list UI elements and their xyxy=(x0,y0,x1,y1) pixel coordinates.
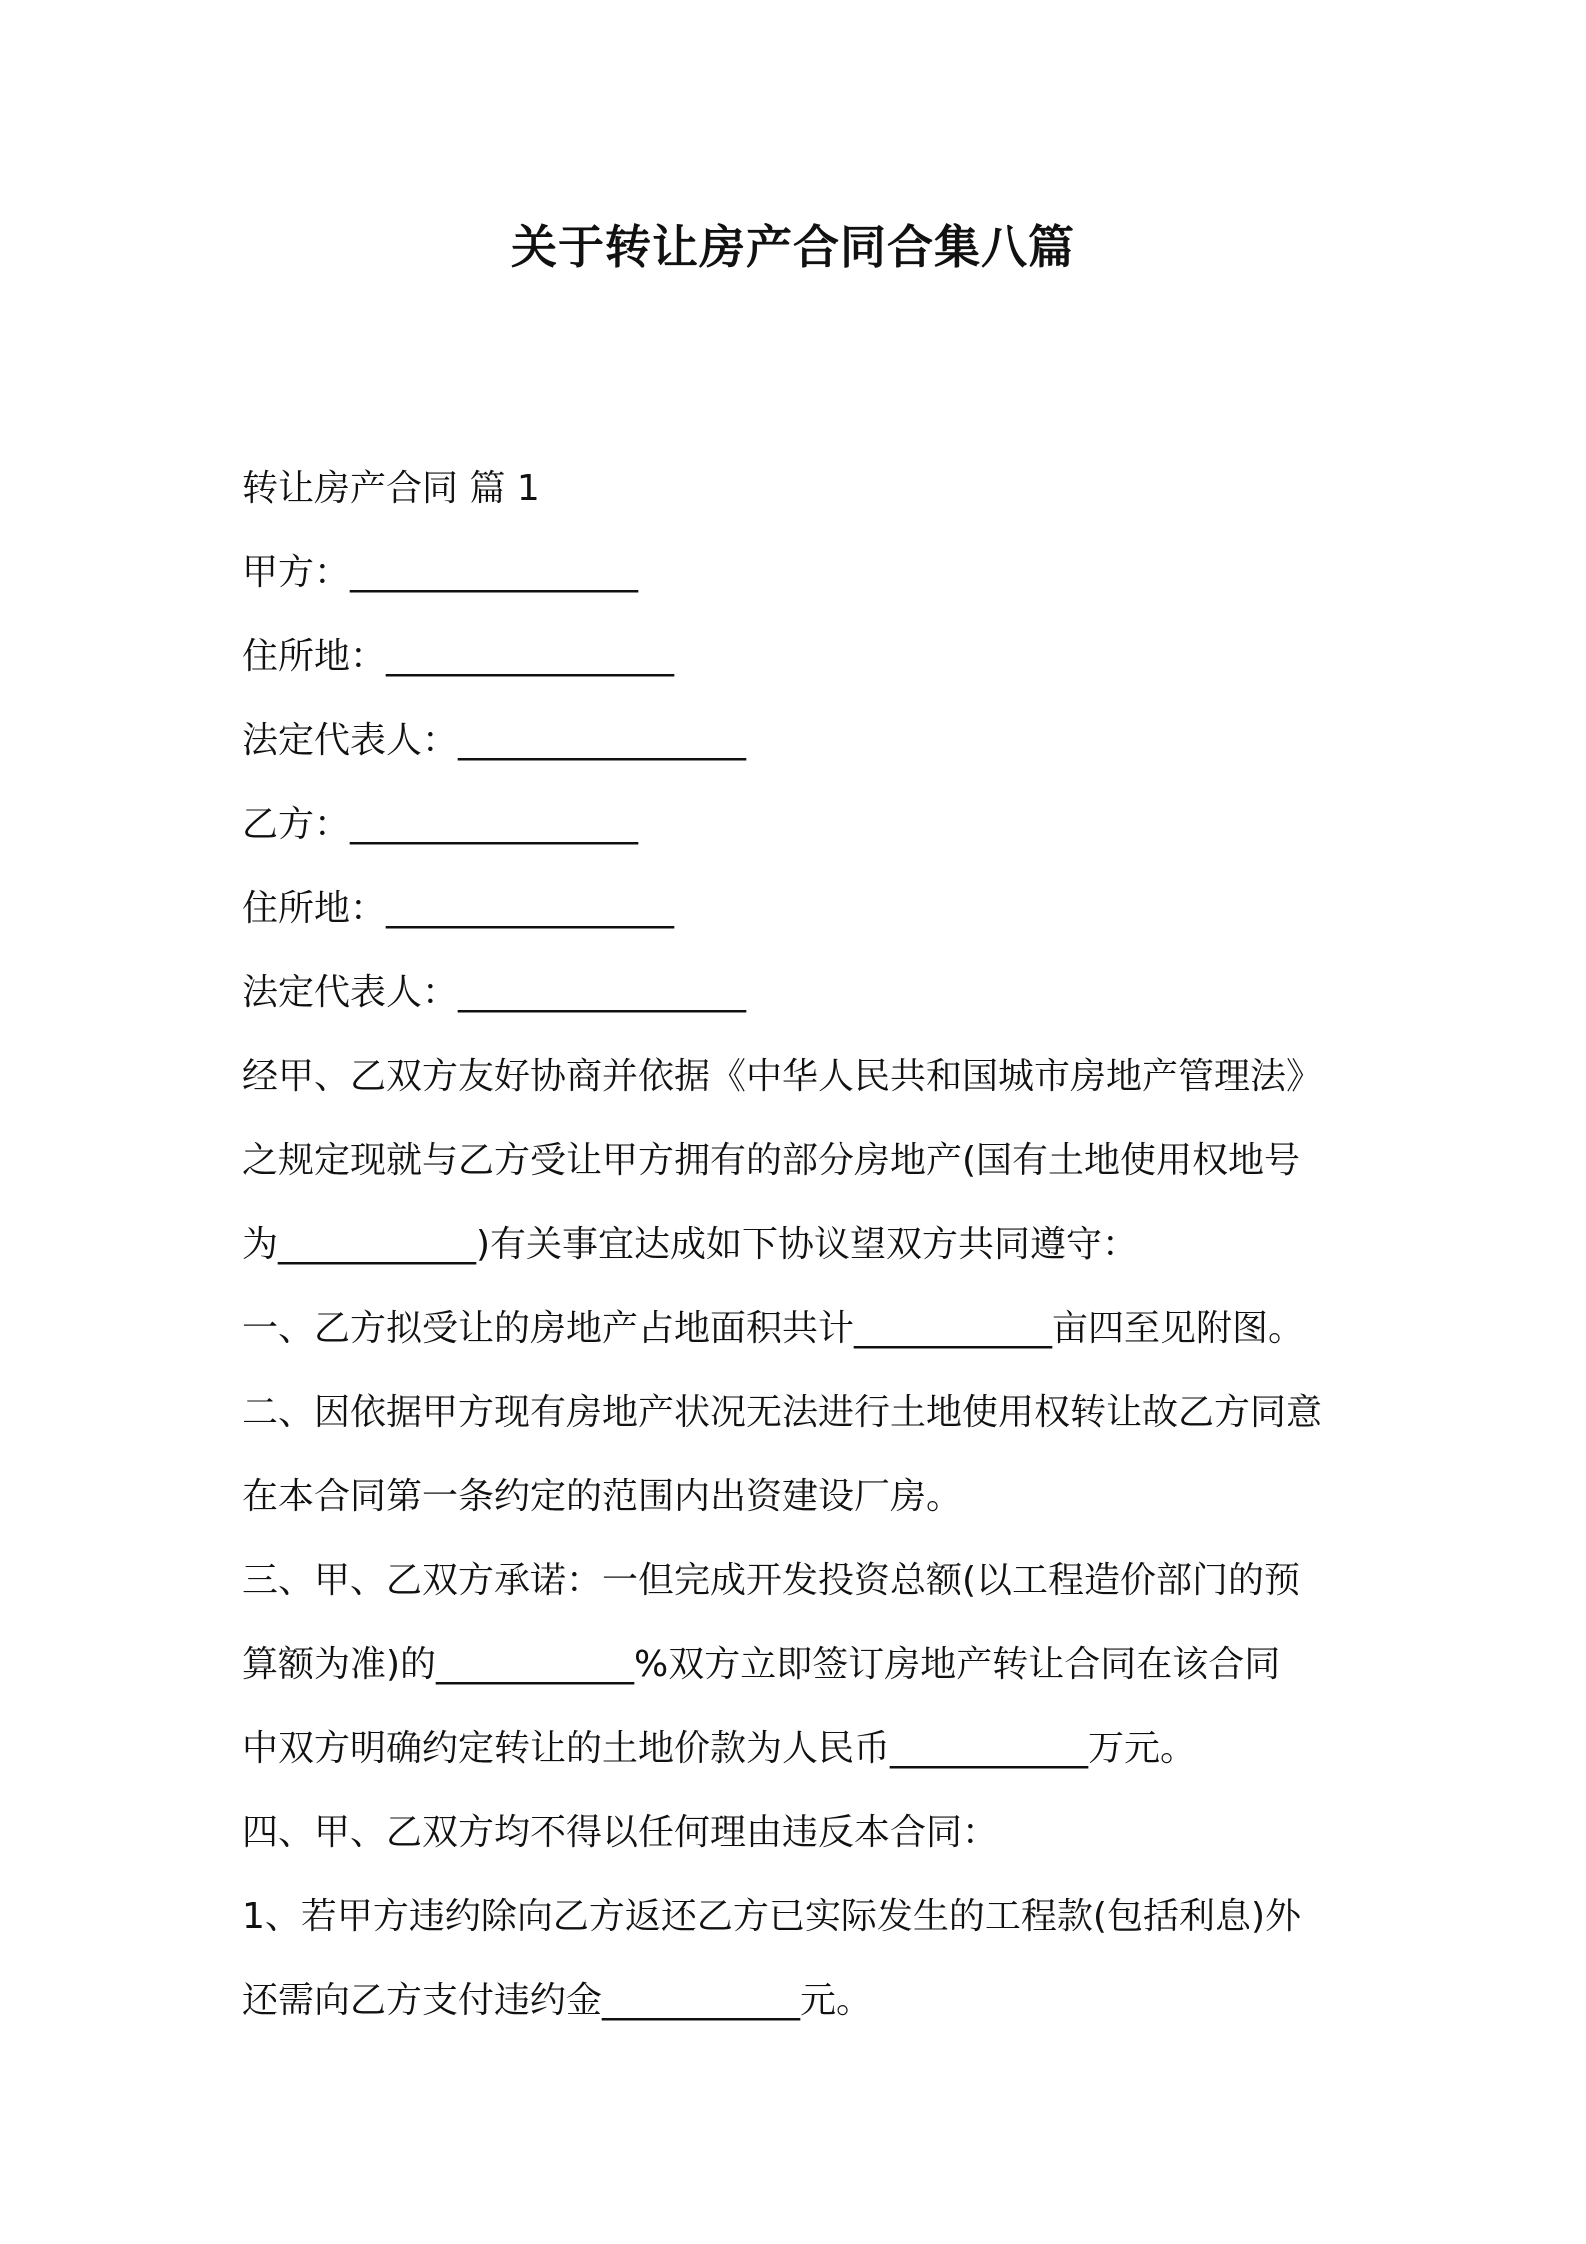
party-a-line xyxy=(242,531,1352,615)
party-b-representative-label: 法定代表人： xyxy=(242,972,459,1013)
party-a-address-label: 住所地： xyxy=(242,636,387,677)
paragraph-line: 还需向乙方支付违约金___________元。 xyxy=(242,1980,873,2021)
party-a-representative-label: 法定代表人： xyxy=(242,720,459,761)
paragraph-line: 经甲、乙双方友好协商并依据《中华人民共和国城市房地产管理法》 xyxy=(242,1056,1323,1097)
paragraph-line: 算额为准)的___________%双方立即签订房地产转让合同在该合同 xyxy=(242,1644,1281,1685)
party-b-line xyxy=(242,783,1352,867)
document-body xyxy=(242,447,1352,2043)
paragraph-line: 之规定现就与乙方受让甲方拥有的部分房地产(国有土地使用权地号 xyxy=(242,1140,1301,1181)
paragraph-line: 二、因依据甲方现有房地产状况无法进行土地使用权转让故乙方同意 xyxy=(242,1392,1323,1433)
paragraph-line: 为___________)有关事宜达成如下协议望双方共同遵守： xyxy=(242,1224,1139,1265)
paragraph-line: 一、乙方拟受让的房地产占地面积共计___________亩四至见附图。 xyxy=(242,1308,1305,1349)
paragraph-line: 中双方明确约定转让的土地价款为人民币___________万元。 xyxy=(242,1728,1197,1769)
section-heading: 转让房产合同 篇 1 xyxy=(242,468,540,509)
paragraph-line: 三、甲、乙双方承诺：一但完成开发投资总额(以工程造价部门的预 xyxy=(242,1560,1301,1601)
party-b-address-line xyxy=(242,867,1352,951)
paragraph-line: 在本合同第一条约定的范围内出资建设厂房。 xyxy=(242,1476,963,1517)
party-a-representative-blank: ________________ xyxy=(458,720,747,761)
party-a-label: 甲方： xyxy=(242,552,351,593)
party-b-label: 乙方： xyxy=(242,804,351,845)
party-b-address-blank: ________________ xyxy=(386,888,675,929)
party-a-address-blank: ________________ xyxy=(386,636,675,677)
paragraph-line: 四、甲、乙双方均不得以任何理由违反本合同： xyxy=(242,1812,999,1853)
party-b-blank: ________________ xyxy=(350,804,639,845)
party-b-representative-line xyxy=(242,951,1352,1035)
party-b-representative-blank: ________________ xyxy=(458,972,747,1013)
party-a-representative-line xyxy=(242,699,1352,783)
party-a-address-line xyxy=(242,615,1352,699)
document-title: 关于转让房产合同合集八篇 xyxy=(511,220,1075,274)
party-a-blank: ________________ xyxy=(350,552,639,593)
party-b-address-label: 住所地： xyxy=(242,888,387,929)
paragraph-line: 1、若甲方违约除向乙方返还乙方已实际发生的工程款(包括利息)外 xyxy=(242,1896,1301,1937)
